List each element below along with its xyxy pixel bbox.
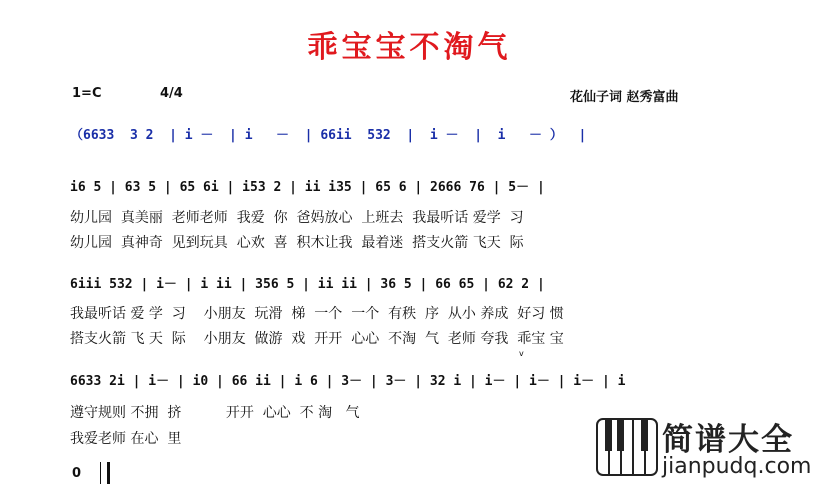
ending-rest: 0 xyxy=(72,466,82,481)
song-title: 乖宝宝不淘气 xyxy=(307,30,512,65)
lyric-row-1-verse-1: 幼儿园 真美丽 老师老师 我爱 你 爸妈放心 上班去 我最听话 爱学 习 xyxy=(70,210,524,226)
credits: 花仙子词 赵秀富曲 xyxy=(570,90,679,105)
key-signature: 1=C xyxy=(72,86,102,101)
lyric-row-2-verse-1: 我最听话 爱 学 习 小朋友 玩滑 梯 一个 一个 有秩 序 从小 养成 好习 惯 xyxy=(70,306,564,322)
notation-row-3: 6633 2i | i－ | i0 | 66 ii | i 6 | 3－ | 3－ | 32 i | i－ | i－ | i－ | i xyxy=(70,374,626,389)
final-barline xyxy=(100,462,110,484)
logo-title: 简谱大全 xyxy=(662,422,794,458)
breath-mark: v xyxy=(519,349,524,358)
lyric-row-3-verse-1: 遵守规则 不拥 挤 开开 心心 不 淘 气 xyxy=(70,405,360,421)
lyric-row-1-verse-2: 幼儿园 真神奇 见到玩具 心欢 喜 积木让我 最着迷 搭支火箭 飞天 际 xyxy=(70,235,524,251)
site-logo xyxy=(596,414,818,484)
intro-notation: （6633 3 2 | i － | i － | 66ii 532 | i － | i － ） | xyxy=(70,128,587,143)
lyric-row-3-verse-2: 我爱老师 在心 里 xyxy=(70,431,182,447)
lyric-row-2-verse-2: 搭支火箭 飞 天 际 小朋友 做游 戏 开开 心心 不淘 气 老师 夸我 乖宝 宝 xyxy=(70,331,564,347)
logo-url: jianpudq.com xyxy=(662,454,812,479)
piano-keys-icon xyxy=(596,418,658,476)
time-signature: 4/4 xyxy=(160,86,183,101)
notation-row-2: 6iii 532 | i－ | i ii | 356 5 | ii ii | 36 5 | 66 65 | 62 2 | xyxy=(70,277,545,292)
notation-row-1: i6 5 | 63 5 | 65 6i | i53 2 | ii i35 | 65 6 | 2666 76 | 5－ | xyxy=(70,180,545,195)
